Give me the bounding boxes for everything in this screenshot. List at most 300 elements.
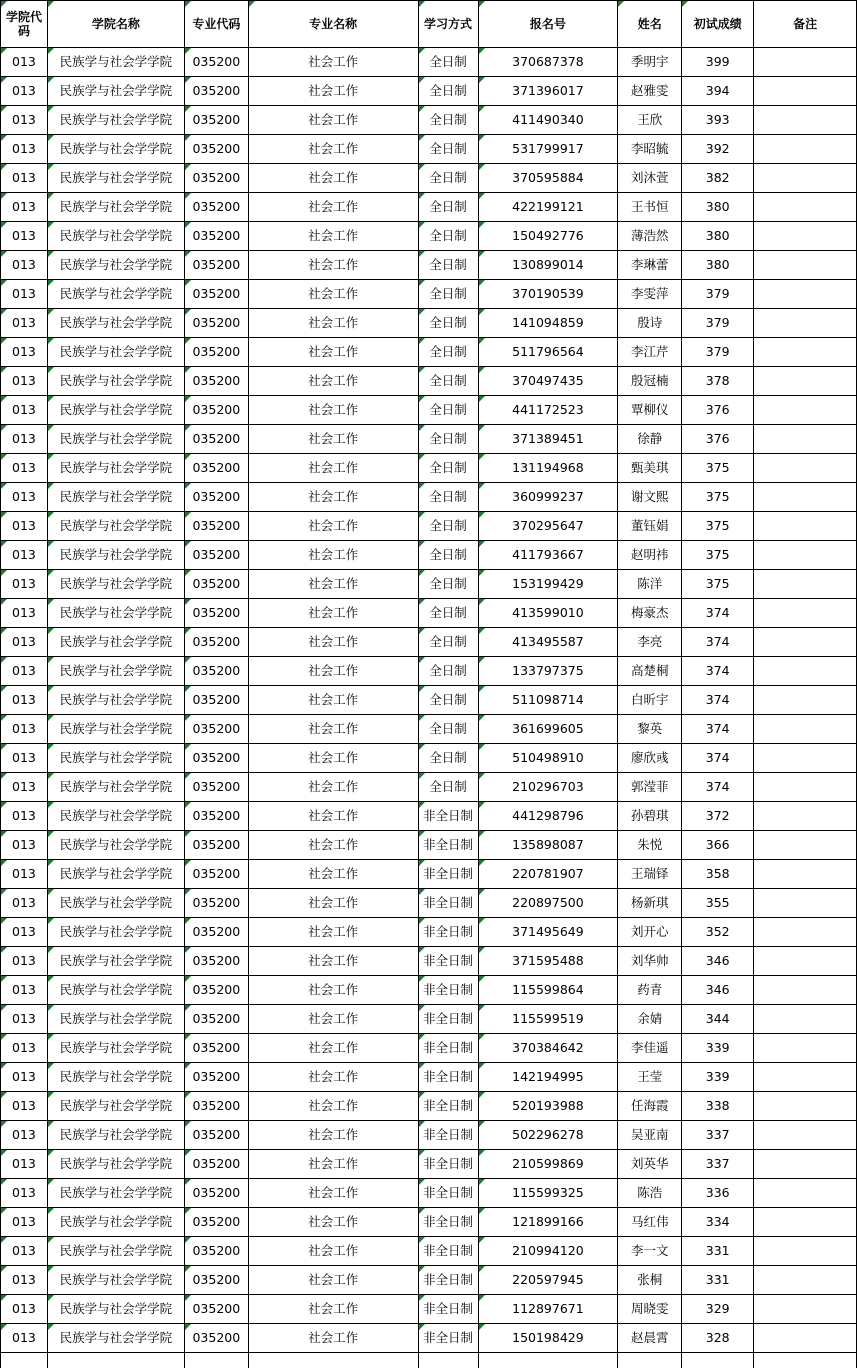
cell-study-mode: 全日制 [418,744,478,773]
cell-note [754,48,857,77]
cell-note [754,628,857,657]
cell-college-code: 013 [1,657,48,686]
cell-study-mode: 非全日制 [418,1034,478,1063]
cell-score: 337 [682,1150,754,1179]
cell-score: 339 [682,1063,754,1092]
table-row [1,570,857,599]
cell-college-code: 013 [1,1121,48,1150]
cell-study-mode: 全日制 [418,193,478,222]
cell-score: 336 [682,1179,754,1208]
cell-note [754,1208,857,1237]
cell-major-code: 035200 [184,686,248,715]
cell-note [754,889,857,918]
cell-name: 刘英华 [618,1150,682,1179]
cell-name: 李亮 [618,628,682,657]
cell-college-code: 013 [1,918,48,947]
cell-college-code: 013 [1,106,48,135]
cell-study-mode: 非全日制 [418,1150,478,1179]
cell-score: 374 [682,628,754,657]
cell-major-code: 035200 [184,1034,248,1063]
cell-score: 379 [682,309,754,338]
cell-score: 334 [682,1208,754,1237]
cell-college-name: 民族学与社会学学院 [47,976,184,1005]
cell-major-code: 035200 [184,947,248,976]
cell-major-code: 035200 [184,164,248,193]
cell-study-mode: 非全日制 [418,889,478,918]
cell-college-code: 013 [1,1179,48,1208]
cell-college-code: 013 [1,570,48,599]
cell-study-mode: 非全日制 [418,947,478,976]
cell-college-code: 013 [1,222,48,251]
cell-score: 346 [682,947,754,976]
cell-college-name: 民族学与社会学学院 [47,1237,184,1266]
cell-name: 李佳遥 [618,1034,682,1063]
cell-note [754,744,857,773]
cell-note [754,280,857,309]
cell-college-name: 民族学与社会学学院 [47,889,184,918]
cell-score: 374 [682,715,754,744]
cell-reg-no: 210599869 [478,1150,618,1179]
cell-major-name: 社会工作 [248,744,418,773]
cell-major-code: 035200 [184,193,248,222]
cell-study-mode: 全日制 [418,48,478,77]
cell-name: 王瑞铎 [618,860,682,889]
cell-major-name: 社会工作 [248,599,418,628]
header-major-name: 专业名称 [248,1,418,48]
cell-name: 李雯萍 [618,280,682,309]
cell-score: 379 [682,280,754,309]
cell-score: 374 [682,599,754,628]
empty-cell [418,1353,478,1369]
table-row [1,918,857,947]
table-row [1,889,857,918]
cell-college-name: 民族学与社会学学院 [47,396,184,425]
cell-name: 李昭毓 [618,135,682,164]
cell-major-name: 社会工作 [248,802,418,831]
cell-study-mode: 全日制 [418,77,478,106]
table-row [1,425,857,454]
cell-note [754,1179,857,1208]
cell-major-name: 社会工作 [248,454,418,483]
cell-note [754,802,857,831]
cell-name: 王书恒 [618,193,682,222]
cell-score: 394 [682,77,754,106]
cell-note [754,657,857,686]
table-row [1,193,857,222]
cell-major-name: 社会工作 [248,1034,418,1063]
cell-major-code: 035200 [184,657,248,686]
cell-note [754,222,857,251]
cell-name: 覃柳仪 [618,396,682,425]
empty-cell [754,1353,857,1369]
table-row [1,541,857,570]
cell-note [754,1034,857,1063]
cell-college-name: 民族学与社会学学院 [47,1063,184,1092]
cell-name: 刘沐萱 [618,164,682,193]
cell-college-code: 013 [1,193,48,222]
cell-reg-no: 220897500 [478,889,618,918]
table-row [1,1121,857,1150]
cell-study-mode: 全日制 [418,570,478,599]
table-row [1,454,857,483]
cell-major-name: 社会工作 [248,570,418,599]
cell-score: 346 [682,976,754,1005]
cell-note [754,1295,857,1324]
cell-major-name: 社会工作 [248,512,418,541]
cell-note [754,947,857,976]
cell-college-code: 013 [1,1208,48,1237]
cell-study-mode: 全日制 [418,425,478,454]
cell-name: 季明宇 [618,48,682,77]
cell-reg-no: 422199121 [478,193,618,222]
cell-college-name: 民族学与社会学学院 [47,1092,184,1121]
empty-cell [682,1353,754,1369]
cell-reg-no: 511098714 [478,686,618,715]
cell-study-mode: 全日制 [418,483,478,512]
cell-college-name: 民族学与社会学学院 [47,1121,184,1150]
cell-reg-no: 413495587 [478,628,618,657]
cell-name: 李江芹 [618,338,682,367]
table-row [1,715,857,744]
table-row [1,686,857,715]
cell-major-name: 社会工作 [248,976,418,1005]
cell-name: 余婧 [618,1005,682,1034]
cell-score: 331 [682,1266,754,1295]
cell-major-code: 035200 [184,1121,248,1150]
cell-major-name: 社会工作 [248,135,418,164]
cell-study-mode: 非全日制 [418,802,478,831]
cell-college-name: 民族学与社会学学院 [47,744,184,773]
cell-reg-no: 371389451 [478,425,618,454]
cell-major-code: 035200 [184,1266,248,1295]
cell-study-mode: 非全日制 [418,1295,478,1324]
cell-score: 352 [682,918,754,947]
cell-name: 陈洋 [618,570,682,599]
cell-major-code: 035200 [184,48,248,77]
cell-major-code: 035200 [184,338,248,367]
cell-college-code: 013 [1,1324,48,1353]
cell-college-code: 013 [1,367,48,396]
cell-score: 374 [682,686,754,715]
cell-college-name: 民族学与社会学学院 [47,193,184,222]
cell-reg-no: 220597945 [478,1266,618,1295]
table-row [1,164,857,193]
cell-college-name: 民族学与社会学学院 [47,135,184,164]
cell-score: 374 [682,744,754,773]
cell-score: 378 [682,367,754,396]
table-row [1,1208,857,1237]
cell-name: 赵雅雯 [618,77,682,106]
cell-note [754,570,857,599]
cell-college-code: 013 [1,1237,48,1266]
cell-score: 339 [682,1034,754,1063]
cell-major-name: 社会工作 [248,396,418,425]
cell-major-name: 社会工作 [248,947,418,976]
table-row [1,309,857,338]
cell-college-name: 民族学与社会学学院 [47,1005,184,1034]
cell-college-name: 民族学与社会学学院 [47,628,184,657]
cell-major-code: 035200 [184,570,248,599]
empty-cell [47,1353,184,1369]
cell-note [754,338,857,367]
cell-name: 白昕宇 [618,686,682,715]
cell-college-name: 民族学与社会学学院 [47,1150,184,1179]
cell-study-mode: 全日制 [418,106,478,135]
cell-college-name: 民族学与社会学学院 [47,309,184,338]
cell-major-code: 035200 [184,309,248,338]
cell-major-code: 035200 [184,512,248,541]
cell-score: 375 [682,512,754,541]
cell-college-code: 013 [1,164,48,193]
table-row [1,483,857,512]
cell-major-code: 035200 [184,541,248,570]
cell-name: 吴亚南 [618,1121,682,1150]
header-study-mode: 学习方式 [418,1,478,48]
cell-college-code: 013 [1,338,48,367]
empty-cell [1,1353,48,1369]
header-college-code: 学院代码 [1,1,48,48]
cell-name: 马红伟 [618,1208,682,1237]
cell-major-code: 035200 [184,77,248,106]
cell-major-code: 035200 [184,483,248,512]
cell-major-name: 社会工作 [248,1324,418,1353]
cell-note [754,425,857,454]
cell-major-name: 社会工作 [248,164,418,193]
cell-name: 周晓雯 [618,1295,682,1324]
cell-major-name: 社会工作 [248,1150,418,1179]
cell-major-code: 035200 [184,396,248,425]
cell-college-code: 013 [1,802,48,831]
cell-major-name: 社会工作 [248,1266,418,1295]
cell-note [754,541,857,570]
cell-name: 郭滢菲 [618,773,682,802]
cell-major-name: 社会工作 [248,831,418,860]
cell-reg-no: 370687378 [478,48,618,77]
cell-college-name: 民族学与社会学学院 [47,338,184,367]
cell-major-name: 社会工作 [248,77,418,106]
cell-note [754,1121,857,1150]
cell-college-code: 013 [1,773,48,802]
cell-name: 谢文熙 [618,483,682,512]
cell-college-code: 013 [1,280,48,309]
cell-major-code: 035200 [184,251,248,280]
cell-score: 338 [682,1092,754,1121]
cell-reg-no: 153199429 [478,570,618,599]
cell-study-mode: 非全日制 [418,831,478,860]
cell-reg-no: 511796564 [478,338,618,367]
cell-college-name: 民族学与社会学学院 [47,918,184,947]
empty-cell [184,1353,248,1369]
table-row [1,48,857,77]
header-college-name: 学院名称 [47,1,184,48]
cell-college-code: 013 [1,1150,48,1179]
cell-note [754,512,857,541]
cell-name: 甄美琪 [618,454,682,483]
cell-score: 328 [682,1324,754,1353]
cell-college-code: 013 [1,599,48,628]
table-row [1,367,857,396]
cell-reg-no: 133797375 [478,657,618,686]
cell-major-code: 035200 [184,135,248,164]
cell-note [754,251,857,280]
cell-major-name: 社会工作 [248,193,418,222]
cell-major-name: 社会工作 [248,483,418,512]
cell-major-name: 社会工作 [248,367,418,396]
cell-major-name: 社会工作 [248,1208,418,1237]
cell-major-code: 035200 [184,1092,248,1121]
cell-reg-no: 150198429 [478,1324,618,1353]
cell-reg-no: 441172523 [478,396,618,425]
cell-reg-no: 411490340 [478,106,618,135]
cell-college-name: 民族学与社会学学院 [47,715,184,744]
cell-college-name: 民族学与社会学学院 [47,222,184,251]
cell-score: 380 [682,193,754,222]
cell-reg-no: 112897671 [478,1295,618,1324]
table-row [1,222,857,251]
cell-study-mode: 非全日制 [418,1063,478,1092]
cell-score: 399 [682,48,754,77]
cell-note [754,164,857,193]
cell-score: 329 [682,1295,754,1324]
cell-college-code: 013 [1,77,48,106]
empty-cell [618,1353,682,1369]
cell-study-mode: 全日制 [418,715,478,744]
cell-note [754,686,857,715]
cell-study-mode: 非全日制 [418,1179,478,1208]
cell-name: 李一文 [618,1237,682,1266]
cell-study-mode: 全日制 [418,541,478,570]
cell-reg-no: 531799917 [478,135,618,164]
header-score: 初试成绩 [682,1,754,48]
cell-name: 陈浩 [618,1179,682,1208]
cell-college-name: 民族学与社会学学院 [47,1324,184,1353]
cell-major-name: 社会工作 [248,1063,418,1092]
cell-major-code: 035200 [184,599,248,628]
cell-major-code: 035200 [184,367,248,396]
cell-study-mode: 非全日制 [418,1237,478,1266]
cell-score: 366 [682,831,754,860]
cell-study-mode: 非全日制 [418,976,478,1005]
table-row [1,251,857,280]
cell-major-name: 社会工作 [248,918,418,947]
cell-college-code: 013 [1,1034,48,1063]
cell-note [754,976,857,1005]
cell-reg-no: 361699605 [478,715,618,744]
cell-reg-no: 115599325 [478,1179,618,1208]
cell-college-name: 民族学与社会学学院 [47,1266,184,1295]
table-row [1,628,857,657]
cell-college-name: 民族学与社会学学院 [47,831,184,860]
cell-study-mode: 全日制 [418,628,478,657]
cell-reg-no: 121899166 [478,1208,618,1237]
cell-name: 董钰娟 [618,512,682,541]
cell-major-code: 035200 [184,222,248,251]
cell-score: 344 [682,1005,754,1034]
cell-college-code: 013 [1,889,48,918]
cell-study-mode: 全日制 [418,338,478,367]
cell-reg-no: 150492776 [478,222,618,251]
cell-major-name: 社会工作 [248,1237,418,1266]
cell-score: 376 [682,396,754,425]
table-row [1,1005,857,1034]
cell-study-mode: 非全日制 [418,1208,478,1237]
table-row [1,1092,857,1121]
cell-note [754,1237,857,1266]
cell-major-name: 社会工作 [248,48,418,77]
cell-college-name: 民族学与社会学学院 [47,1295,184,1324]
cell-college-name: 民族学与社会学学院 [47,280,184,309]
cell-note [754,106,857,135]
table-row [1,1150,857,1179]
table-body [1,48,857,1369]
cell-major-code: 035200 [184,1237,248,1266]
cell-note [754,773,857,802]
cell-college-code: 013 [1,541,48,570]
cell-reg-no: 370497435 [478,367,618,396]
cell-note [754,396,857,425]
cell-college-name: 民族学与社会学学院 [47,599,184,628]
cell-major-code: 035200 [184,1005,248,1034]
cell-college-name: 民族学与社会学学院 [47,77,184,106]
cell-study-mode: 非全日制 [418,1324,478,1353]
cell-college-name: 民族学与社会学学院 [47,454,184,483]
cell-study-mode: 全日制 [418,686,478,715]
cell-college-name: 民族学与社会学学院 [47,1179,184,1208]
cell-major-name: 社会工作 [248,251,418,280]
cell-note [754,1324,857,1353]
cell-score: 358 [682,860,754,889]
cell-major-name: 社会工作 [248,222,418,251]
cell-college-code: 013 [1,425,48,454]
empty-cell [248,1353,418,1369]
cell-reg-no: 371495649 [478,918,618,947]
cell-college-name: 民族学与社会学学院 [47,367,184,396]
cell-major-name: 社会工作 [248,541,418,570]
cell-college-code: 013 [1,396,48,425]
cell-college-code: 013 [1,744,48,773]
cell-score: 375 [682,483,754,512]
cell-college-code: 013 [1,947,48,976]
cell-major-name: 社会工作 [248,628,418,657]
cell-study-mode: 非全日制 [418,1266,478,1295]
cell-college-code: 013 [1,1266,48,1295]
cell-reg-no: 371595488 [478,947,618,976]
cell-note [754,599,857,628]
cell-name: 刘开心 [618,918,682,947]
header-major-code: 专业代码 [184,1,248,48]
table-row [1,512,857,541]
cell-score: 380 [682,222,754,251]
table-row [1,338,857,367]
cell-college-code: 013 [1,512,48,541]
cell-note [754,1005,857,1034]
cell-reg-no: 210994120 [478,1237,618,1266]
cell-college-name: 民族学与社会学学院 [47,48,184,77]
cell-name: 赵晨霄 [618,1324,682,1353]
cell-note [754,454,857,483]
cell-major-name: 社会工作 [248,280,418,309]
cell-study-mode: 非全日制 [418,1005,478,1034]
cell-study-mode: 非全日制 [418,1121,478,1150]
cell-major-code: 035200 [184,802,248,831]
cell-reg-no: 510498910 [478,744,618,773]
cell-major-code: 035200 [184,1295,248,1324]
cell-reg-no: 502296278 [478,1121,618,1150]
cell-reg-no: 131194968 [478,454,618,483]
cell-score: 374 [682,657,754,686]
cell-college-name: 民族学与社会学学院 [47,512,184,541]
cell-major-code: 035200 [184,715,248,744]
